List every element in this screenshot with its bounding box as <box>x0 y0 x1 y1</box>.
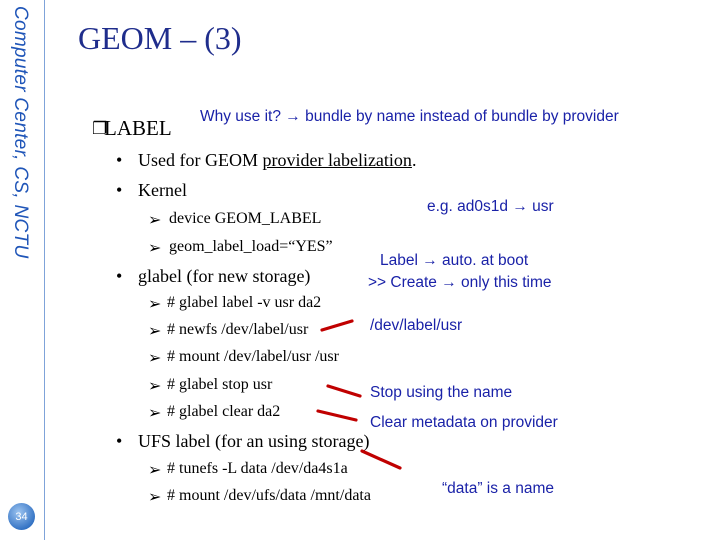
glabel-command: # mount /dev/label/usr /usr <box>167 348 339 365</box>
used-for-prefix: Used for GEOM <box>138 150 263 170</box>
note-create-once: >> Create → only this time <box>368 274 552 291</box>
arrow-bullet-icon: ➢ <box>148 296 162 313</box>
list-item-ufs: UFS label (for an using storage) <box>138 431 370 451</box>
kernel-sub-item: device GEOM_LABEL <box>169 210 322 227</box>
arrow-bullet-icon: ➢ <box>148 212 162 229</box>
arrow-bullet-icon: ➢ <box>148 489 162 506</box>
glabel-command: # glabel label -v usr da2 <box>167 294 322 311</box>
ufs-command: # tunefs -L data /dev/da4s1a <box>167 460 348 477</box>
arrow-bullet-icon: ➢ <box>148 240 162 257</box>
note-label-auto: Label → auto. at boot <box>380 252 529 269</box>
section-label: LABEL <box>104 116 172 140</box>
arrow-bullet-icon: ➢ <box>148 462 162 479</box>
list-item-kernel: Kernel <box>138 180 187 200</box>
bullet-dot-icon: • <box>116 150 123 170</box>
note-data-name: “data” is a name <box>442 480 554 497</box>
arrow-to-stop-using <box>328 386 360 396</box>
section-note: Why use it? → bundle by name instead of bundle by provider <box>200 108 619 125</box>
glabel-command: # glabel clear da2 <box>167 403 281 420</box>
glabel-command: # glabel stop usr <box>167 376 273 393</box>
arrow-bullet-icon: ➢ <box>148 350 162 367</box>
note-stop-using: Stop using the name <box>370 384 513 401</box>
kernel-sub-item: geom_label_load=“YES” <box>169 238 333 255</box>
arrow-bullet-icon: ➢ <box>148 378 162 395</box>
note-clear-metadata: Clear metadata on provider <box>370 414 558 431</box>
arrow-to-dev-label <box>322 321 352 330</box>
note-example: e.g. ad0s1d → usr <box>427 198 554 215</box>
ufs-command: # mount /dev/ufs/data /mnt/data <box>167 487 371 504</box>
bullet-dot-icon: • <box>116 180 123 200</box>
note-dev-label: /dev/label/usr <box>370 317 463 334</box>
used-for-suffix: . <box>411 150 417 170</box>
page-number-badge: 34 <box>8 503 35 530</box>
bullet-dot-icon: • <box>116 431 123 451</box>
list-item-glabel: glabel (for new storage) <box>138 266 311 286</box>
glabel-command: # newfs /dev/label/usr <box>167 321 309 338</box>
used-for-link: provider labelization <box>262 150 412 170</box>
arrow-to-ufs-label <box>362 451 400 468</box>
slide-title: GEOM – (3) <box>78 20 242 56</box>
checkbox-bullet-icon: ❐ <box>92 119 108 139</box>
bullet-dot-icon: • <box>116 266 123 286</box>
arrow-bullet-icon: ➢ <box>148 405 162 422</box>
sidebar-institution-text: Computer Center, CS, NCTU <box>10 6 31 259</box>
arrow-to-clear-metadata <box>318 411 356 420</box>
arrow-bullet-icon: ➢ <box>148 323 162 340</box>
